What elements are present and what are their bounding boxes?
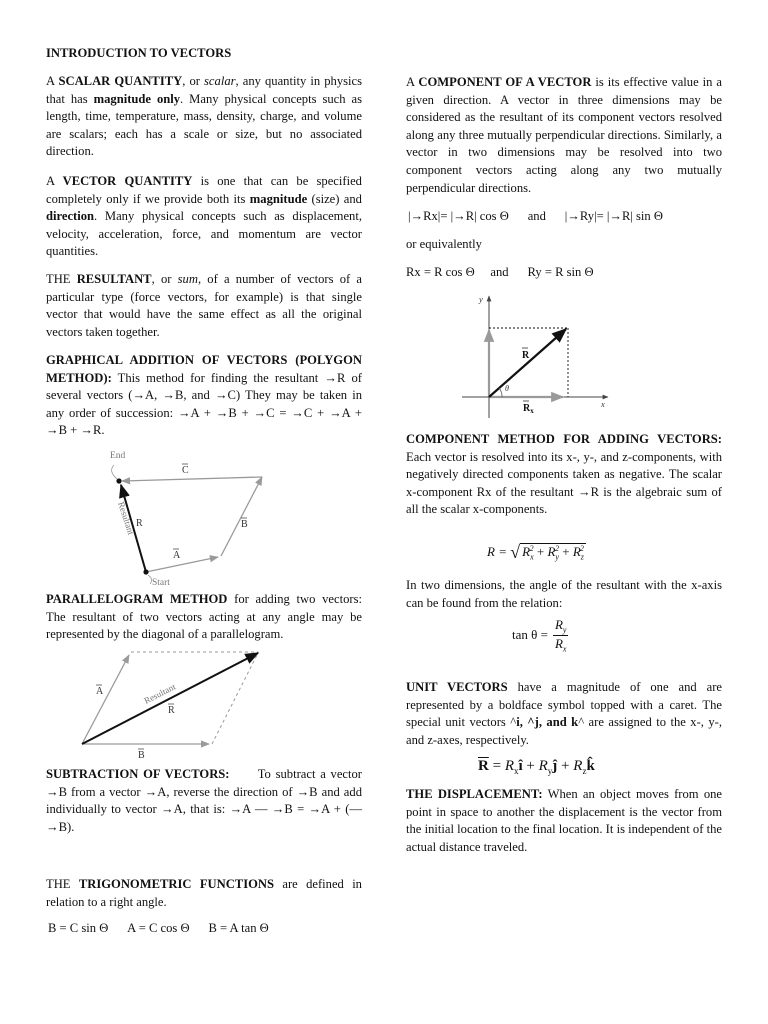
component-equations: Rx = R cos Θ and Ry = R sin Θ: [406, 265, 594, 279]
c-label: C: [182, 465, 189, 476]
component-magnitude-equations: |→Rx|= |→R| cos Θ and |→Ry|= |→R| sin Θ: [408, 209, 663, 223]
graphical-addition-paragraph: GRAPHICAL ADDITION OF VECTORS (POLYGON METHOD): This method for finding the resultant →R of several vectors (→A, →B, and →C) They may be taken in any order of succession: →A + →B + →C = →C + →A + →B + →R.: [46, 353, 362, 438]
trig-paragraph: THE TRIGONOMETRIC FUNCTIONS are defined in relation to a right angle.: [46, 877, 362, 909]
a-label: A: [96, 686, 104, 697]
theta-label: θ: [505, 384, 509, 393]
or-equivalently: or equivalently: [406, 237, 482, 251]
r-label: R: [136, 518, 143, 529]
unit-vectors-paragraph: UNIT VECTORS have a magnitude of one and are represented by a boldface symbol topped with a caret. The special unit vectors ^i, ^j, and k^ are assigned to the x-, y-, and z-axes, respectively.: [406, 680, 723, 747]
r-label: R: [168, 705, 175, 716]
rx-label: $R_x$: [523, 403, 534, 415]
vector-c-line: [122, 477, 262, 481]
r-label: R: [522, 350, 530, 361]
b-label: B: [241, 519, 248, 530]
vector-paragraph: A VECTOR QUANTITY is one that can be specified completely only if we provide both its magnitude (size) and direction. Many physical concepts such as displacement, velocity, acceleration, force, and momentum are vector quantities.: [46, 174, 362, 259]
vector-b-line: [221, 477, 262, 556]
component-paragraph: A COMPONENT OF A VECTOR is its effective value in a given direction. A vector in three dimensions may be considered as the resultant of its component vectors resolved along any three mutually perpendicular directions. Similarly, a vector in two dimensions may be resolved into two component vectors acting along any two mutually perpendicular directions.: [406, 75, 722, 195]
start-point: [143, 569, 148, 574]
parallelogram-paragraph: PARALLELOGRAM METHOD for adding two vectors: The resultant of two vectors acting at any angle may be represented by the diagonal of a parallelogram.: [46, 592, 362, 642]
x-axis-label: x: [601, 399, 605, 409]
subtraction-paragraph: SUBTRACTION OF VECTORS: To subtract a vector →B from a vector →A, reverse the direction of →B and add individually to vector →A, that is: →A — →B = →A + (— →B).: [46, 767, 366, 834]
start-label: Start: [152, 578, 170, 585]
parallelogram-figure: [76, 645, 276, 761]
resultant-paragraph: THE RESULTANT, or sum, of a number of vectors of a particular type (force vectors, for example) is that single vector that would have the same effect as all the original vectors taken together.: [46, 272, 362, 339]
vector-a-line: [82, 655, 129, 744]
vector-r-line: [82, 653, 258, 744]
resultant-label: Resultant: [142, 681, 178, 706]
a-label: A: [173, 550, 181, 561]
resultant-label: Resultant: [116, 500, 137, 536]
y-axis-label: y: [479, 294, 483, 304]
component-axes-figure: [458, 290, 618, 420]
trig-equations: B = C sin Θ A = C cos Θ B = A tan Θ: [48, 921, 269, 935]
unit-vector-equation: $\overline{R}$ = $R_xî$ + $R_yĵ$ + $R_zk̂$: [478, 758, 595, 776]
dashed-side-right: [212, 653, 258, 744]
page-title: INTRODUCTION TO VECTORS: [46, 46, 232, 60]
magnitude-equation: R = √ $R_x^2 + R_y^2 + R_z^2$: [487, 542, 584, 562]
end-label: End: [110, 451, 126, 461]
polygon-method-figure: [100, 445, 280, 585]
angle-paragraph: In two dimensions, the angle of the resultant with the x-axis can be found from the relation:: [406, 578, 722, 610]
b-label: B: [138, 750, 145, 761]
component-method-paragraph: COMPONENT METHOD FOR ADDING VECTORS: Each vector is resolved into its x-, y-, and z-components, with negatively directed components taken as negative. The scalar x-component Rx of the resultant →R is the algebraic sum of all the scalar x-components.: [406, 432, 722, 517]
vector-r-line: [489, 329, 566, 397]
end-point: [116, 478, 121, 483]
displacement-paragraph: THE DISPLACEMENT: When an object moves from one point in space to another the displacement is the vector from the initial location to the final location. It is independent of the actual distance traveled.: [406, 787, 723, 854]
tan-equation: tan θ = $\frac{R_y}{R_x}$: [512, 617, 567, 654]
vector-a-line: [146, 557, 218, 572]
scalar-paragraph: A SCALAR QUANTITY, or scalar, any quantity in physics that has magnitude only. Many physical concepts such as length, time, temperature, mass, density, charge, and volume are scalars; each has a scale or size, but no associated direction.: [46, 74, 363, 159]
